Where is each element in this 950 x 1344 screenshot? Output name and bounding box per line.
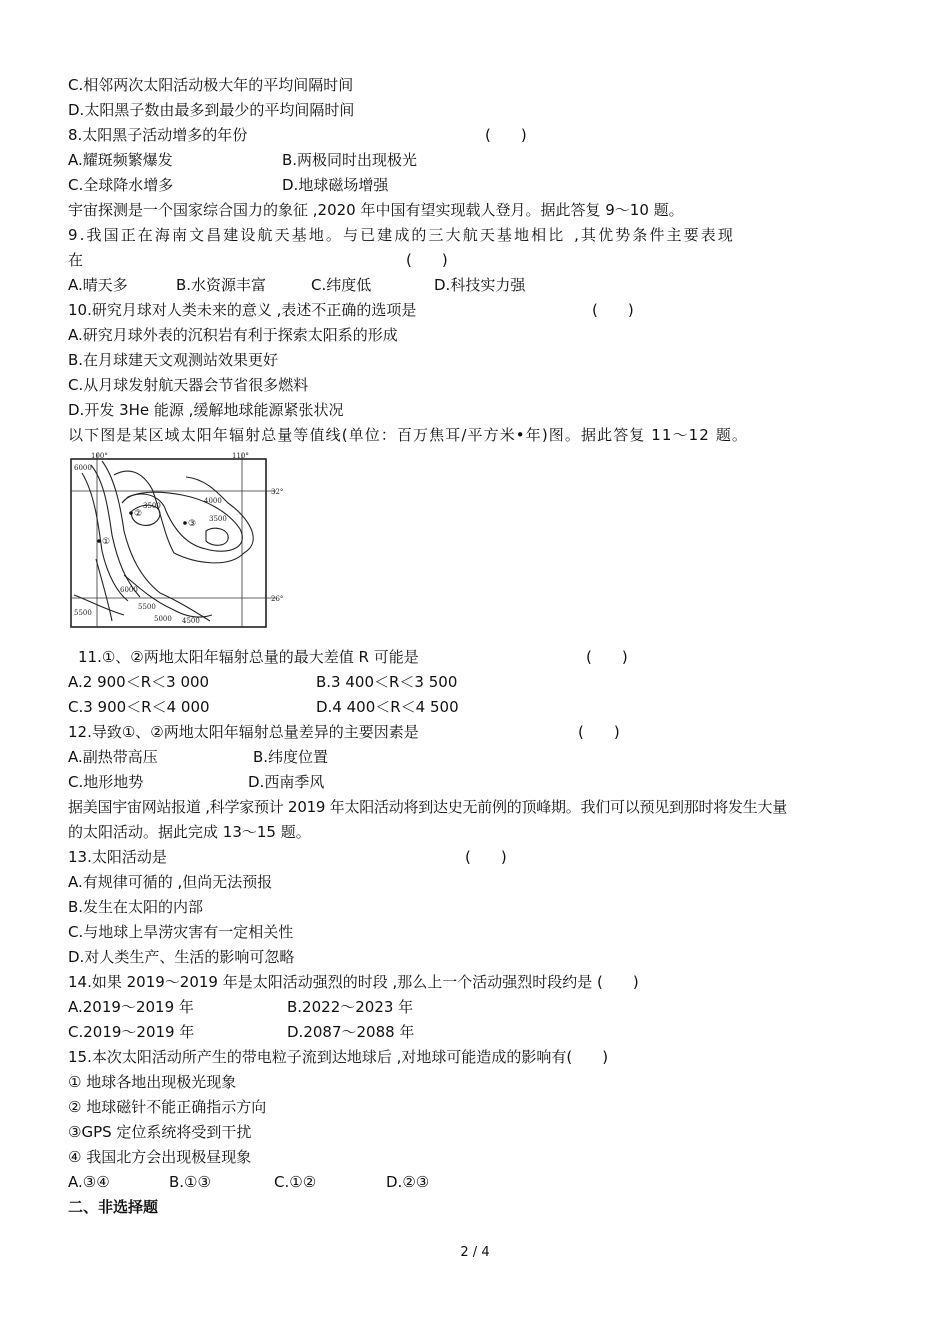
q10-option-a: A.研究月球外表的沉积岩有利于探索太阳系的形成: [68, 326, 398, 344]
q13-option-a: A.有规律可循的 ,但尚无法预报: [68, 873, 273, 891]
q12-option-c: C.地形地势: [68, 773, 144, 791]
lat-32-label: 32°: [271, 488, 284, 496]
q13-option-c: C.与地球上旱涝灾害有一定相关性: [68, 923, 294, 941]
q11-option-d: D.4 400＜R＜4 500: [316, 698, 459, 716]
question-13-paren: ( ): [465, 848, 507, 866]
q15-statement-1: ① 地球各地出现极光现象: [68, 1073, 237, 1091]
q8-option-b: B.两极同时出现极光: [282, 151, 418, 169]
q10-option-c: C.从月球发射航天器会节省很多燃料: [68, 376, 309, 394]
q11-option-a: A.2 900＜R＜3 000: [68, 673, 210, 691]
lon-110-label: 110°: [232, 452, 249, 460]
point-1-dot: [97, 539, 101, 543]
q13-option-b: B.发生在太阳的内部: [68, 898, 204, 916]
q15-option-d: D.②③: [386, 1173, 430, 1191]
q9-option-c: C.纬度低: [311, 276, 372, 294]
question-10: 10.研究月球对人类未来的意义 ,表述不正确的选项是: [68, 301, 417, 319]
option-c-text: C.相邻两次太阳活动极大年的平均间隔时间: [68, 76, 354, 94]
isoline-label-4500: 4500: [182, 617, 200, 625]
isoline-label-5500: 5500: [74, 609, 92, 617]
question-11-paren: ( ): [586, 648, 628, 666]
q12-option-b: B.纬度位置: [253, 748, 329, 766]
isoline-path: [102, 461, 210, 621]
point-2-label: ②: [134, 509, 143, 519]
isoline-label-6000: 6000: [74, 464, 92, 472]
q9-option-a: A.晴天多: [68, 276, 128, 294]
q14-option-c: C.2019～2019 年: [68, 1023, 195, 1041]
q8-option-d: D.地球磁场增强: [282, 176, 389, 194]
q9-option-d: D.科技实力强: [434, 276, 526, 294]
q12-option-a: A.副热带高压: [68, 748, 158, 766]
q8-option-c: C.全球降水增多: [68, 176, 174, 194]
q11-option-c: C.3 900＜R＜4 000: [68, 698, 210, 716]
q8-option-a: A.耀斑频繁爆发: [68, 151, 173, 169]
isoline-label-4000: 4000: [204, 497, 222, 505]
page-number: 2 / 4: [460, 1245, 490, 1260]
isoline-path: [91, 465, 143, 597]
q13-option-d: D.对人类生产、生活的影响可忽略: [68, 948, 295, 966]
question-14: 14.如果 2019～2019 年是太阳活动强烈的时段 ,那么上一个活动强烈时段约是 ( ): [68, 973, 639, 991]
question-11: 11.①、②两地太阳年辐射总量的最大差值 R 可能是: [78, 648, 419, 666]
q14-option-a: A.2019～2019 年: [68, 998, 194, 1016]
point-2-dot: [129, 511, 133, 515]
radiation-isoline-map: [68, 451, 284, 632]
question-15: 15.本次太阳活动所产生的带电粒子流到达地球后 ,对地球可能造成的影响有( ): [68, 1048, 609, 1066]
isoline-label-5500b: 5500: [138, 603, 156, 611]
q15-option-a: A.③④: [68, 1173, 110, 1191]
q11-option-b: B.3 400＜R＜3 500: [316, 673, 458, 691]
q14-option-b: B.2022～2023 年: [287, 998, 414, 1016]
question-12-paren: ( ): [578, 723, 620, 741]
lat-26-label: 26°: [271, 595, 284, 603]
isoline-path: [206, 528, 228, 545]
section-heading-2: 二、非选择题: [68, 1198, 159, 1216]
question-13: 13.太阳活动是: [68, 848, 167, 866]
q15-statement-2: ② 地球磁针不能正确指示方向: [68, 1098, 267, 1116]
option-d-text: D.太阳黑子数由最多到最少的平均间隔时间: [68, 101, 355, 119]
isoline-path: [96, 559, 112, 621]
question-8: 8.太阳黑子活动增多的年份: [68, 126, 248, 144]
q10-option-d: D.开发 3He 能源 ,缓解地球能源紧张状况: [68, 401, 344, 419]
isoline-label-6000b: 6000: [120, 586, 138, 594]
intro-9-10: 宇宙探测是一个国家综合国力的象征 ,2020 年中国有望实现载人登月。据此答复 9～10 题。: [68, 201, 684, 219]
map-frame: [71, 459, 266, 627]
q9-option-b: B.水资源丰富: [176, 276, 267, 294]
isoline-label-3500b: 3500: [209, 515, 227, 523]
lon-100-label: 100°: [91, 452, 108, 460]
intro-13-15-line1: 据美国宇宙网站报道 ,科学家预计 2019 年太阳活动将到达史无前例的顶峰期。我们可以预见到那时将发生大量: [68, 798, 788, 816]
q15-option-c: C.①②: [274, 1173, 317, 1191]
point-3-dot: [183, 521, 187, 525]
q14-option-d: D.2087～2088 年: [287, 1023, 415, 1041]
q15-statement-4: ④ 我国北方会出现极昼现象: [68, 1148, 252, 1166]
q15-option-b: B.①③: [169, 1173, 211, 1191]
q15-statement-3: ③GPS 定位系统将受到干扰: [68, 1123, 252, 1141]
isoline-label-5000: 5000: [154, 615, 172, 623]
question-9-paren: ( ): [406, 251, 448, 269]
intro-11-12: 以下图是某区域太阳年辐射总量等值线(单位：百万焦耳/平方米•年)图。据此答复 11～12 题。: [68, 426, 749, 444]
question-9-line2: 在: [68, 251, 84, 269]
isoline-label-3500: 3500: [143, 502, 161, 510]
q10-option-b: B.在月球建天文观测站效果更好: [68, 351, 279, 369]
point-3-label: ③: [188, 519, 197, 529]
question-8-paren: ( ): [485, 126, 527, 144]
question-10-paren: ( ): [592, 301, 634, 319]
point-1-label: ①: [102, 537, 111, 547]
question-9-line1: 9.我国正在海南文昌建设航天基地。与已建成的三大航天基地相比 ,其优势条件主要表现: [68, 226, 735, 244]
question-12: 12.导致①、②两地太阳年辐射总量差异的主要因素是: [68, 723, 419, 741]
intro-13-15-line2: 的太阳活动。据此完成 13～15 题。: [68, 823, 311, 841]
q12-option-d: D.西南季风: [248, 773, 325, 791]
